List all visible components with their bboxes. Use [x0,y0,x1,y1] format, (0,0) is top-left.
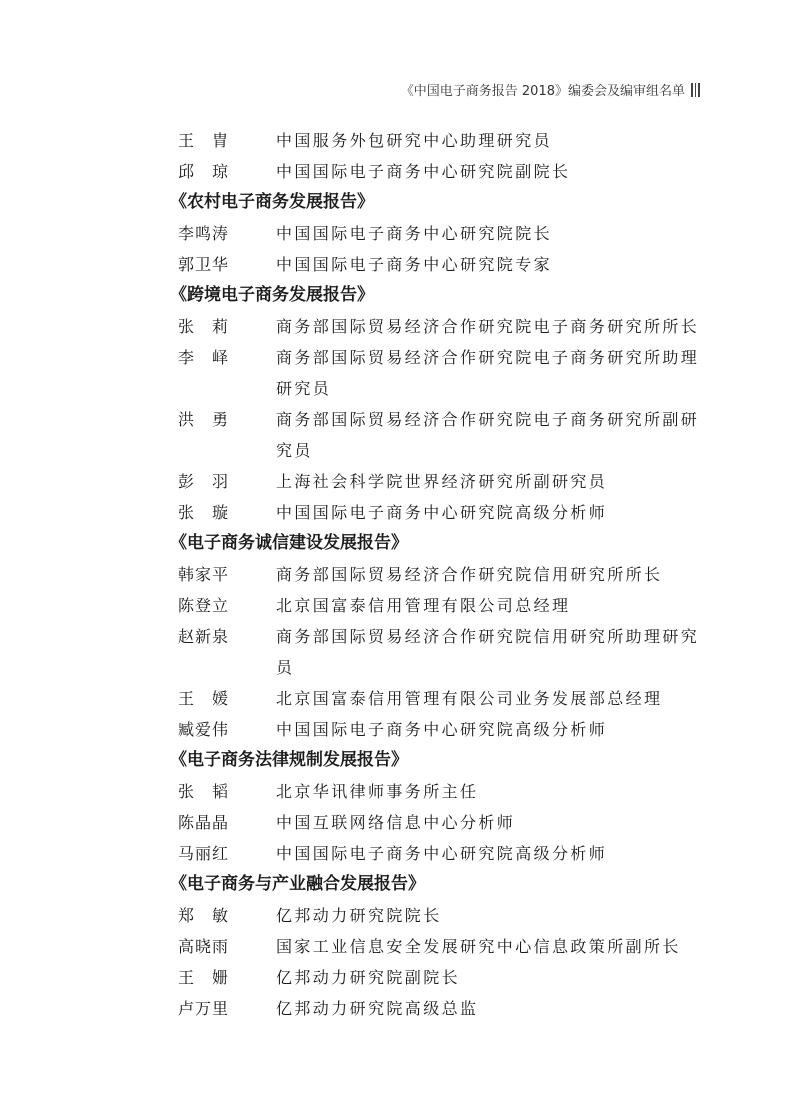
member-title: 亿邦动力研究院院长 [276,906,442,925]
member-name: 张 韬 [178,782,230,801]
section-title: 《跨境电子商务发展报告》 [170,285,374,305]
member-title: 上海社会科学院世界经济研究所副研究员 [276,472,608,491]
member-entry [178,900,708,931]
member-title: 北京国富泰信用管理有限公司总经理 [276,596,571,615]
member-list [170,125,708,1024]
member-name: 洪 勇 [178,410,230,429]
member-title: 中国国际电子商务中心研究院副院长 [276,162,571,181]
member-name: 王 姗 [178,968,230,987]
member-title: 商务部国际贸易经济合作研究院信用研究所所长 [276,565,663,584]
member-name: 高晓雨 [178,937,230,956]
member-name: 赵新泉 [178,627,230,646]
member-entry [178,311,708,342]
member-name: 张 璇 [178,503,230,522]
section-title: 《农村电子商务发展报告》 [170,192,374,212]
member-name: 李 峄 [178,348,230,367]
member-title: 中国互联网络信息中心分析师 [276,813,516,832]
member-title: 商务部国际贸易经济合作研究院电子商务研究所助理研究员 [276,348,700,398]
member-name: 郑 敏 [178,906,230,925]
member-entry [178,466,708,497]
member-title: 中国服务外包研究中心助理研究员 [276,131,553,150]
member-name: 王 媛 [178,689,230,708]
member-title: 中国国际电子商务中心研究院高级分析师 [276,844,608,863]
member-title: 中国国际电子商务中心研究院高级分析师 [276,720,608,739]
member-name: 李鸣涛 [178,224,230,243]
member-name: 彭 羽 [178,472,230,491]
header-bars-icon [691,83,700,97]
member-title: 商务部国际贸易经济合作研究院电子商务研究所副研究员 [276,410,700,460]
member-entry [178,342,708,404]
section-title: 《电子商务法律规制发展报告》 [170,750,408,770]
member-entry [178,404,708,466]
member-entry [178,218,708,249]
member-name: 臧爱伟 [178,720,230,739]
member-name: 马丽红 [178,844,230,863]
running-header-title: 《中国电子商务报告 2018》编委会及编审组名单 [400,84,685,99]
member-entry [178,807,708,838]
member-title: 商务部国际贸易经济合作研究院电子商务研究所所长 [276,317,700,336]
member-entry [178,125,708,156]
member-name: 卢万里 [178,999,230,1018]
member-entry [178,931,708,962]
member-title: 中国国际电子商务中心研究院院长 [276,224,553,243]
member-name: 陈登立 [178,596,230,615]
section-title: 《电子商务与产业融合发展报告》 [170,874,425,894]
member-name: 郭卫华 [178,255,230,274]
member-name: 韩家平 [178,565,230,584]
member-entry [178,993,708,1024]
member-entry [178,714,708,745]
member-title: 商务部国际贸易经济合作研究院信用研究所助理研究员 [276,627,700,677]
section-title: 《电子商务诚信建设发展报告》 [170,533,408,553]
member-entry [178,962,708,993]
member-entry [178,497,708,528]
member-title: 亿邦动力研究院副院长 [276,968,461,987]
member-title: 中国国际电子商务中心研究院高级分析师 [276,503,608,522]
member-entry [178,776,708,807]
member-name: 陈晶晶 [178,813,230,832]
member-entry [178,156,708,187]
member-title: 亿邦动力研究院高级总监 [276,999,479,1018]
member-entry [178,621,708,683]
member-entry [178,590,708,621]
member-entry [178,838,708,869]
member-title: 北京华讯律师事务所主任 [276,782,479,801]
member-name: 王 胄 [178,131,230,150]
member-name: 张 莉 [178,317,230,336]
running-header [401,80,700,99]
member-title: 北京国富泰信用管理有限公司业务发展部总经理 [276,689,663,708]
member-entry [178,559,708,590]
member-name: 邱 琼 [178,162,230,181]
member-entry [178,683,708,714]
member-entry [178,249,708,280]
member-title: 中国国际电子商务中心研究院专家 [276,255,553,274]
member-title: 国家工业信息安全发展研究中心信息政策所副所长 [276,937,681,956]
